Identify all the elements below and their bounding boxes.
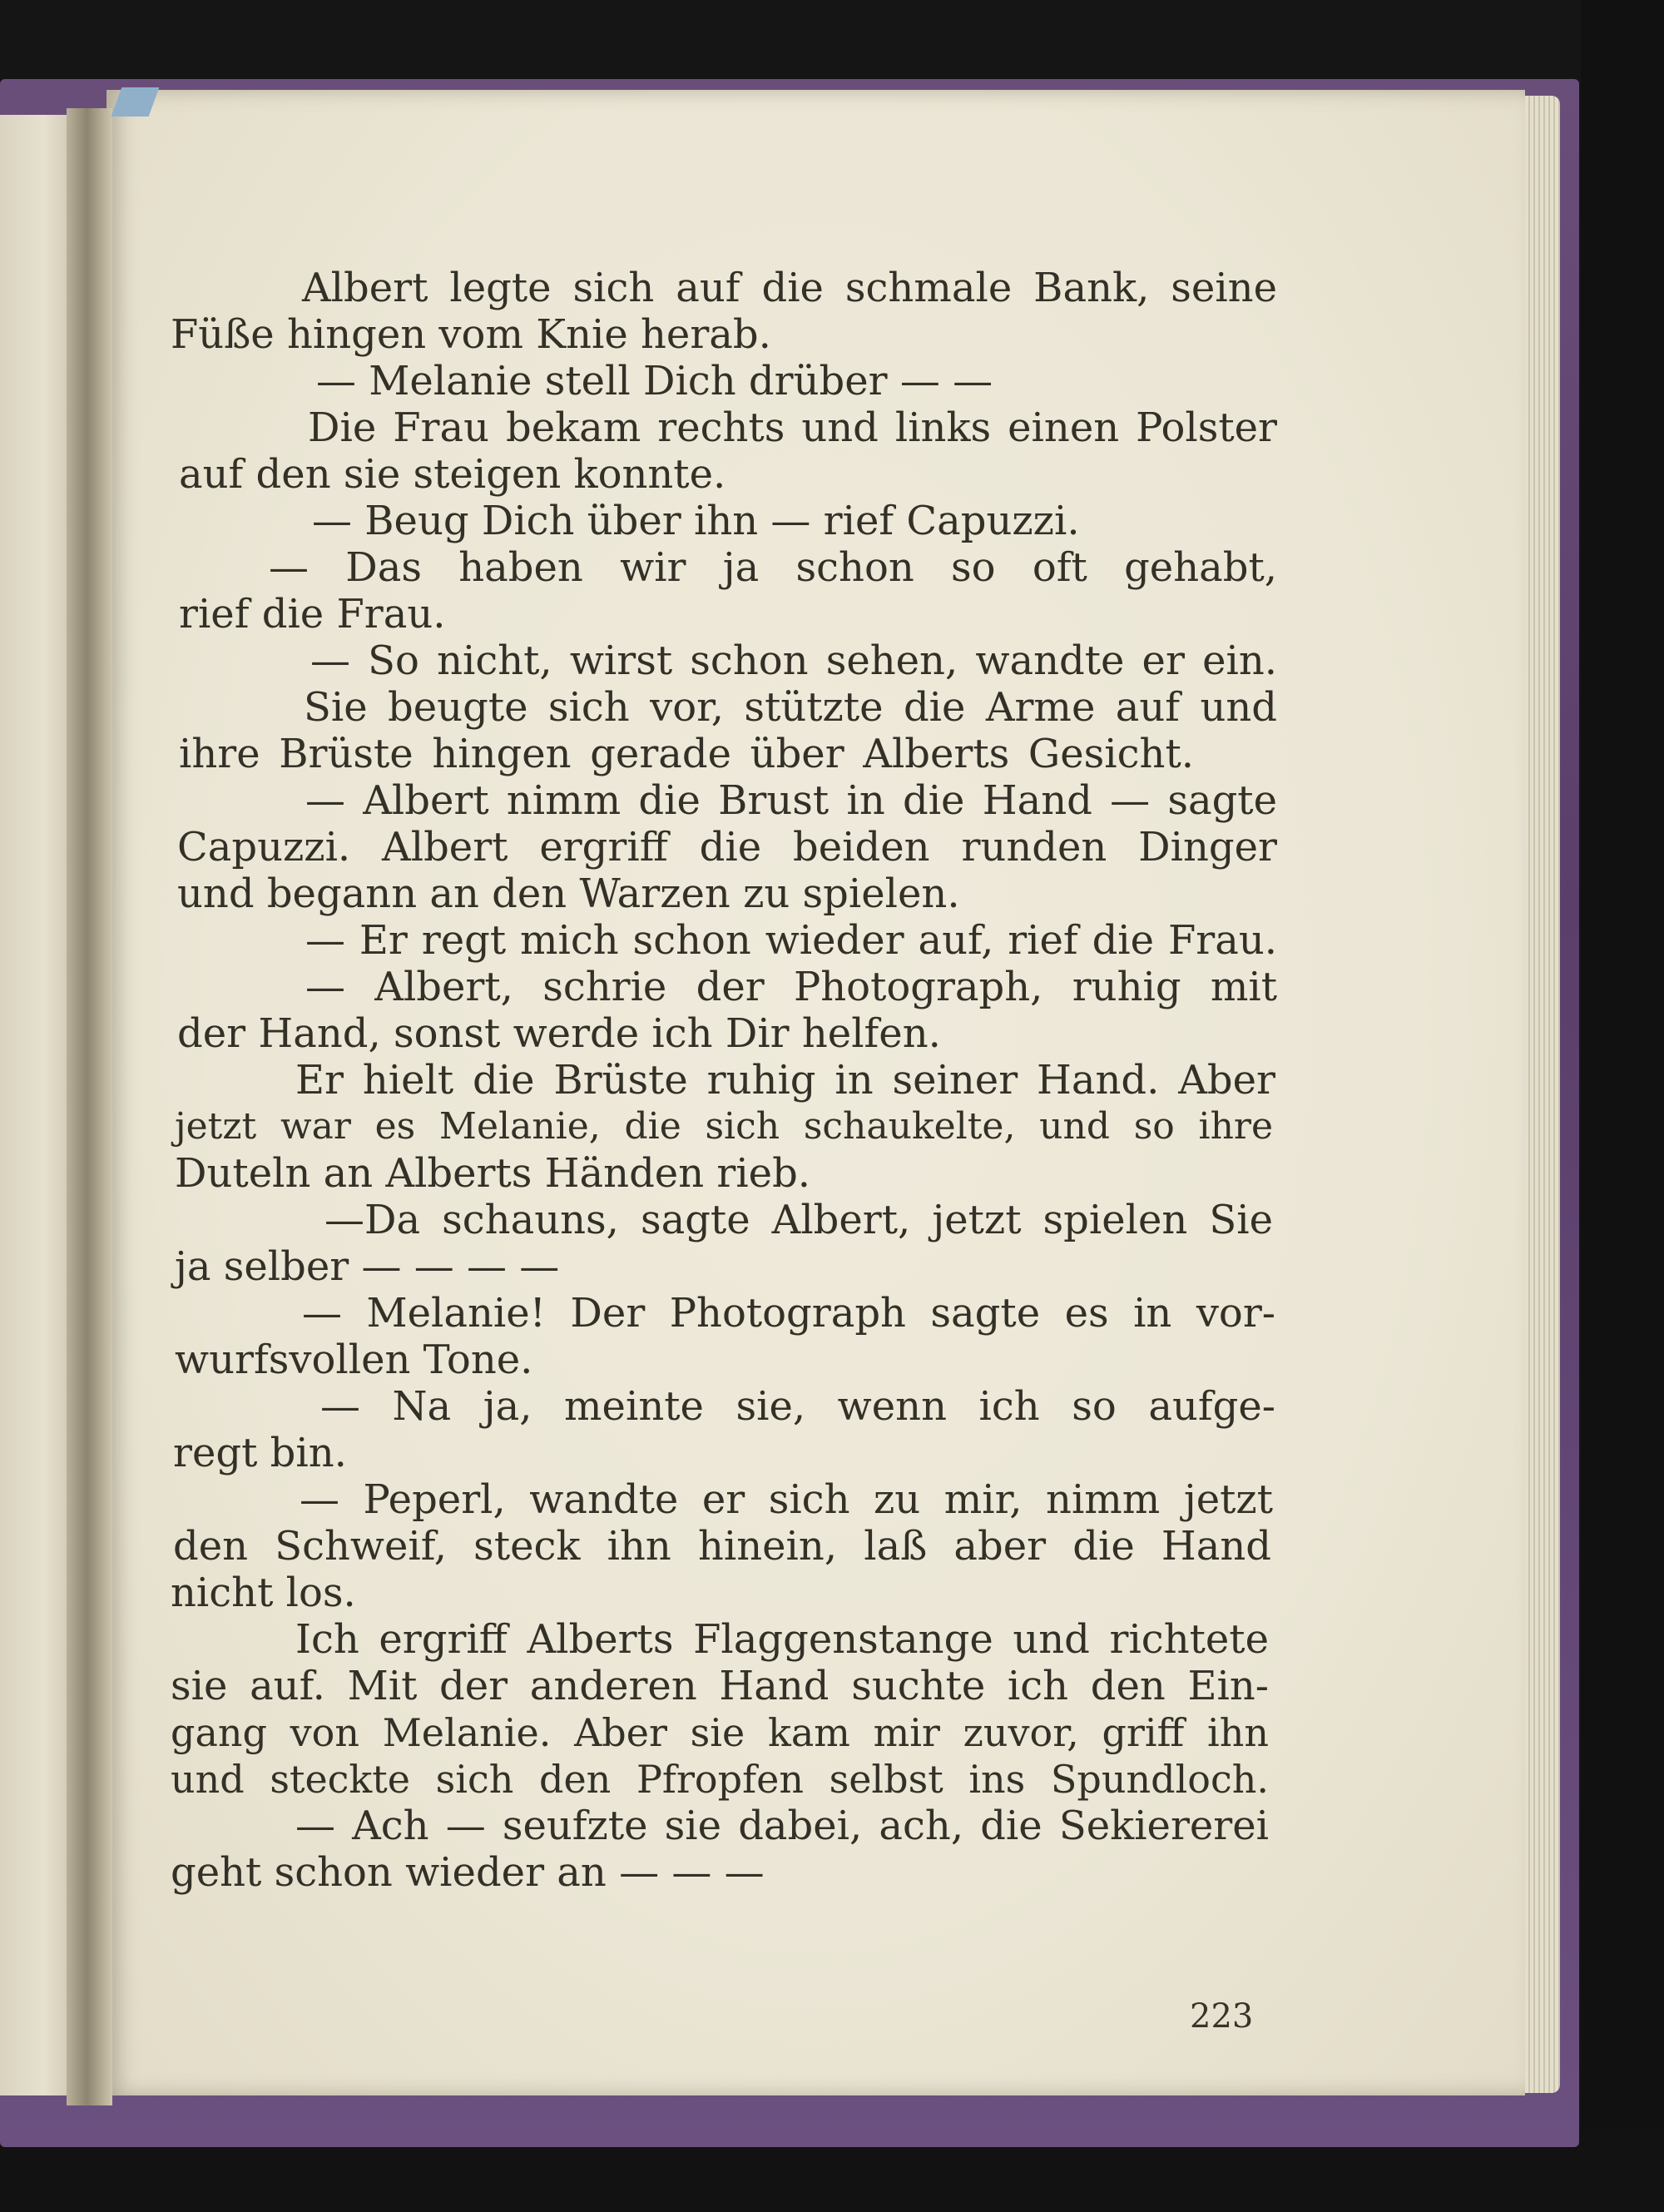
text-line: Capuzzi. Albert ergriff die beiden runden Dinger xyxy=(177,824,1277,870)
text-line: — So nicht, wirst schon sehen, wandte er ein. xyxy=(310,637,1277,684)
text-line: — Er regt mich schon wieder auf, rief die Frau. xyxy=(305,917,1277,964)
text-line: Ich ergriff Alberts Flaggenstange und richtete xyxy=(295,1616,1269,1663)
text-line: nicht los. xyxy=(171,1570,356,1616)
page-number: 223 xyxy=(1190,1997,1254,2036)
text-line: Albert legte sich auf die schmale Bank, seine xyxy=(302,265,1277,311)
text-line: den Schweif, steck ihn hinein, laß aber die Hand xyxy=(173,1523,1271,1570)
text-line: auf den sie steigen konnte. xyxy=(179,451,726,498)
text-line: — Das haben wir ja schon so oft gehabt, xyxy=(269,544,1277,591)
page-text xyxy=(171,265,1277,1896)
text-line: Er hielt die Brüste ruhig in seiner Hand. Aber xyxy=(295,1057,1275,1104)
text-line: sie auf. Mit der anderen Hand suchte ich den Ein- xyxy=(171,1663,1269,1709)
text-line: — Na ja, meinte sie, wenn ich so aufge- xyxy=(320,1383,1275,1430)
text-line: ihre Brüste hingen gerade über Alberts Gesicht. xyxy=(179,731,1194,777)
text-line: — Melanie stell Dich drüber — — xyxy=(316,358,993,404)
text-line: — Ach — seufzte sie dabei, ach, die Sekiererei xyxy=(295,1803,1269,1849)
text-line: Sie beugte sich vor, stützte die Arme auf und xyxy=(304,684,1277,731)
text-line: — Albert nimm die Brust in die Hand — sagte xyxy=(305,777,1277,824)
text-line: gang von Melanie. Aber sie kam mir zuvor, griff ihn xyxy=(171,1710,1269,1755)
text-line: jetzt war es Melanie, die sich schaukelte, und so ihre xyxy=(175,1105,1273,1148)
text-line: — Melanie! Der Photograph sagte es in vor- xyxy=(302,1290,1275,1337)
text-line: — Peperl, wandte er sich zu mir, nimm jetzt xyxy=(300,1476,1273,1523)
text-line: —Da schauns, sagte Albert, jetzt spielen Sie xyxy=(324,1197,1273,1243)
left-page xyxy=(0,115,73,2095)
text-line: regt bin. xyxy=(173,1430,347,1476)
text-line: wurfsvollen Tone. xyxy=(175,1337,533,1383)
text-line: Duteln an Alberts Händen rieb. xyxy=(175,1150,811,1197)
text-line: — Beug Dich über ihn — rief Capuzzi. xyxy=(312,498,1080,544)
text-line: und steckte sich den Pfropfen selbst ins Spundloch. xyxy=(171,1757,1269,1802)
text-line: rief die Frau. xyxy=(179,591,446,637)
text-line: geht schon wieder an — — — xyxy=(171,1849,765,1896)
text-line: ja selber — — — — xyxy=(175,1243,560,1290)
text-line: Füße hingen vom Knie herab. xyxy=(171,311,771,358)
book-gutter xyxy=(67,108,112,2105)
text-line: und begann an den Warzen zu spielen. xyxy=(177,870,960,917)
text-line: Die Frau bekam rechts und links einen Polster xyxy=(308,404,1277,451)
background-right xyxy=(1581,0,1664,2212)
text-line: der Hand, sonst werde ich Dir helfen. xyxy=(177,1010,941,1057)
text-line: — Albert, schrie der Photograph, ruhig mit xyxy=(305,964,1277,1010)
